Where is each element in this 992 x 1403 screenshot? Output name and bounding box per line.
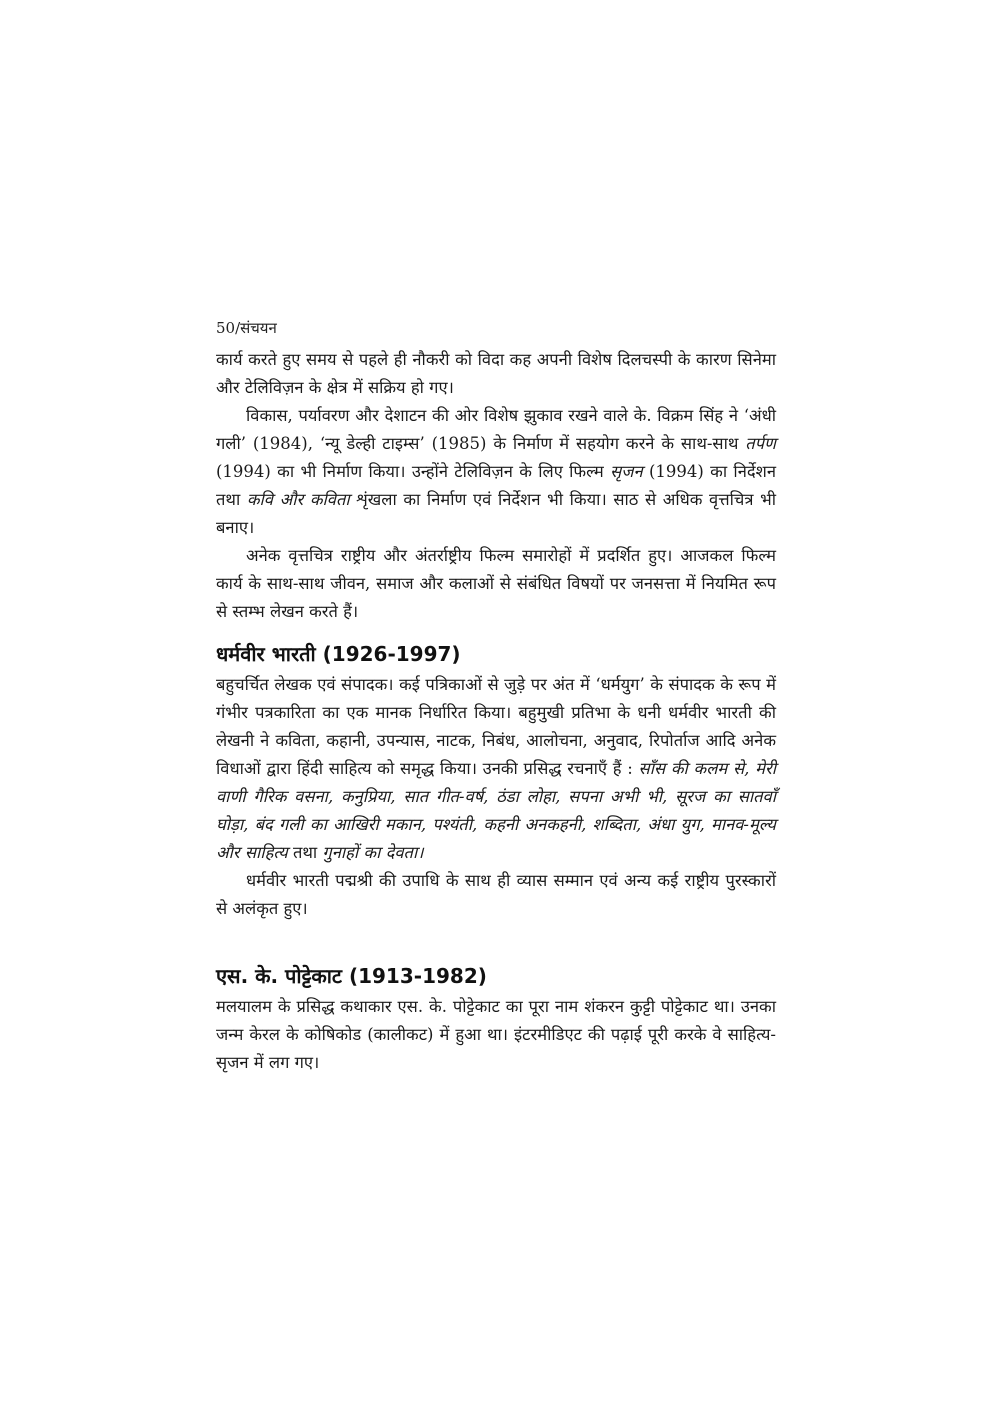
pottekkat-heading: एस. के. पोट्टेकाट (1913-1982) <box>216 964 487 988</box>
intro-p2-text-g: शृंखला का निर्माण एवं निर्देशन भी किया। साठ से अधिक वृत्तचित्र भी बनाए। <box>216 490 776 537</box>
title-tarpan: तर्पण <box>745 434 776 453</box>
intro-paragraph-3: अनेक वृत्तचित्र राष्ट्रीय और अंतर्राष्ट्रीय फिल्म समारोहों में प्रदर्शित हुए। आजकल फिल्म कार्य के साथ-साथ जीवन, समाज और कलाओं से संबंधित विषयों पर जनसत्ता में नियमित रूप से स्तम्भ लेखन करते हैं। <box>216 546 776 621</box>
page-header <box>216 318 277 338</box>
intro-p2-text-e: (1994) का निर्देशन तथा <box>216 462 776 509</box>
intro-p2-text-a: विकास, पर्यावरण और देशाटन की ओर विशेष झुकाव रखने वाले के. विक्रम सिंह ने ‘अंधी गली’ (1984), ‘न्यू डेल्ही टाइम्स’ (1985) के निर्माण में सहयोग करने के साथ-साथ <box>216 406 776 453</box>
bharati-heading: धर्मवीर भारती (1926-1997) <box>216 642 461 666</box>
bharati-works-list: साँस की कलम से, मेरी वाणी गैरिक वसना, कनुप्रिया, सात गीत-वर्ष, ठंडा लोहा, सपना अभी भी, सूरज का सातवाँ घोड़ा, बंद गली का आखिरी मकान, पश्यंती, कहनी अनकहनी, शब्दिता, अंधा युग, मानव-मूल्य और साहित्य <box>216 759 776 862</box>
bharati-paragraph-1 <box>216 671 776 867</box>
intro-paragraph-2 <box>216 402 776 542</box>
pottekkat-paragraph-1: मलयालम के प्रसिद्ध कथाकार एस. के. पोट्टेकाट का पूरा नाम शंकरन कुट्टी पोट्टेकाट था। उनका जन्म केरल के कोषिकोड (कालीकट) में हुआ था। इंटरमीडिएट की पढ़ाई पूरी करके वे साहित्य-सृजन में लग गए। <box>216 997 776 1072</box>
bharati-section <box>216 671 776 923</box>
bharati-paragraph-2: धर्मवीर भारती पद्मश्री की उपाधि के साथ ही व्यास सम्मान एवं अन्य कई राष्ट्रीय पुरस्कारों से अलंकृत हुए। <box>216 871 776 918</box>
intro-paragraph-1: कार्य करते हुए समय से पहले ही नौकरी को विदा कह अपनी विशेष दिलचस्पी के कारण सिनेमा और टेलिविज़न के क्षेत्र में सक्रिय हो गए। <box>216 350 776 397</box>
bharati-p1-text-c: तथा <box>287 843 323 862</box>
bharati-p1-text-a: बहुचर्चित लेखक एवं संपादक। कई पत्रिकाओं से जुड़े पर अंत में ‘धर्मयुग’ के संपादक के रूप में गंभीर पत्रकारिता का एक मानक निर्धारित किया। बहुमुखी प्रतिभा के धनी धर्मवीर भारती की लेखनी ने कविता, कहानी, उपन्यास, नाटक, निबंध, आलोचना, अनुवाद, रिपोर्ताज आदि अनेक विधाओं द्वारा हिंदी साहित्य को समृद्ध किया। उनकी प्रसिद्ध रचनाएँ हैं : <box>216 675 776 778</box>
title-srijan: सृजन <box>610 462 643 481</box>
intro-section <box>216 346 776 626</box>
intro-p2-text-c: (1994) का भी निर्माण किया। उन्होंने टेलिविज़न के लिए फिल्म <box>216 462 611 481</box>
pottekkat-section <box>216 993 776 1077</box>
page-number-label: 50/संचयन <box>216 319 277 337</box>
bharati-work-gunahon: गुनाहों का देवता। <box>322 843 424 862</box>
title-kavi-aur-kavita: कवि और कविता <box>246 490 350 509</box>
